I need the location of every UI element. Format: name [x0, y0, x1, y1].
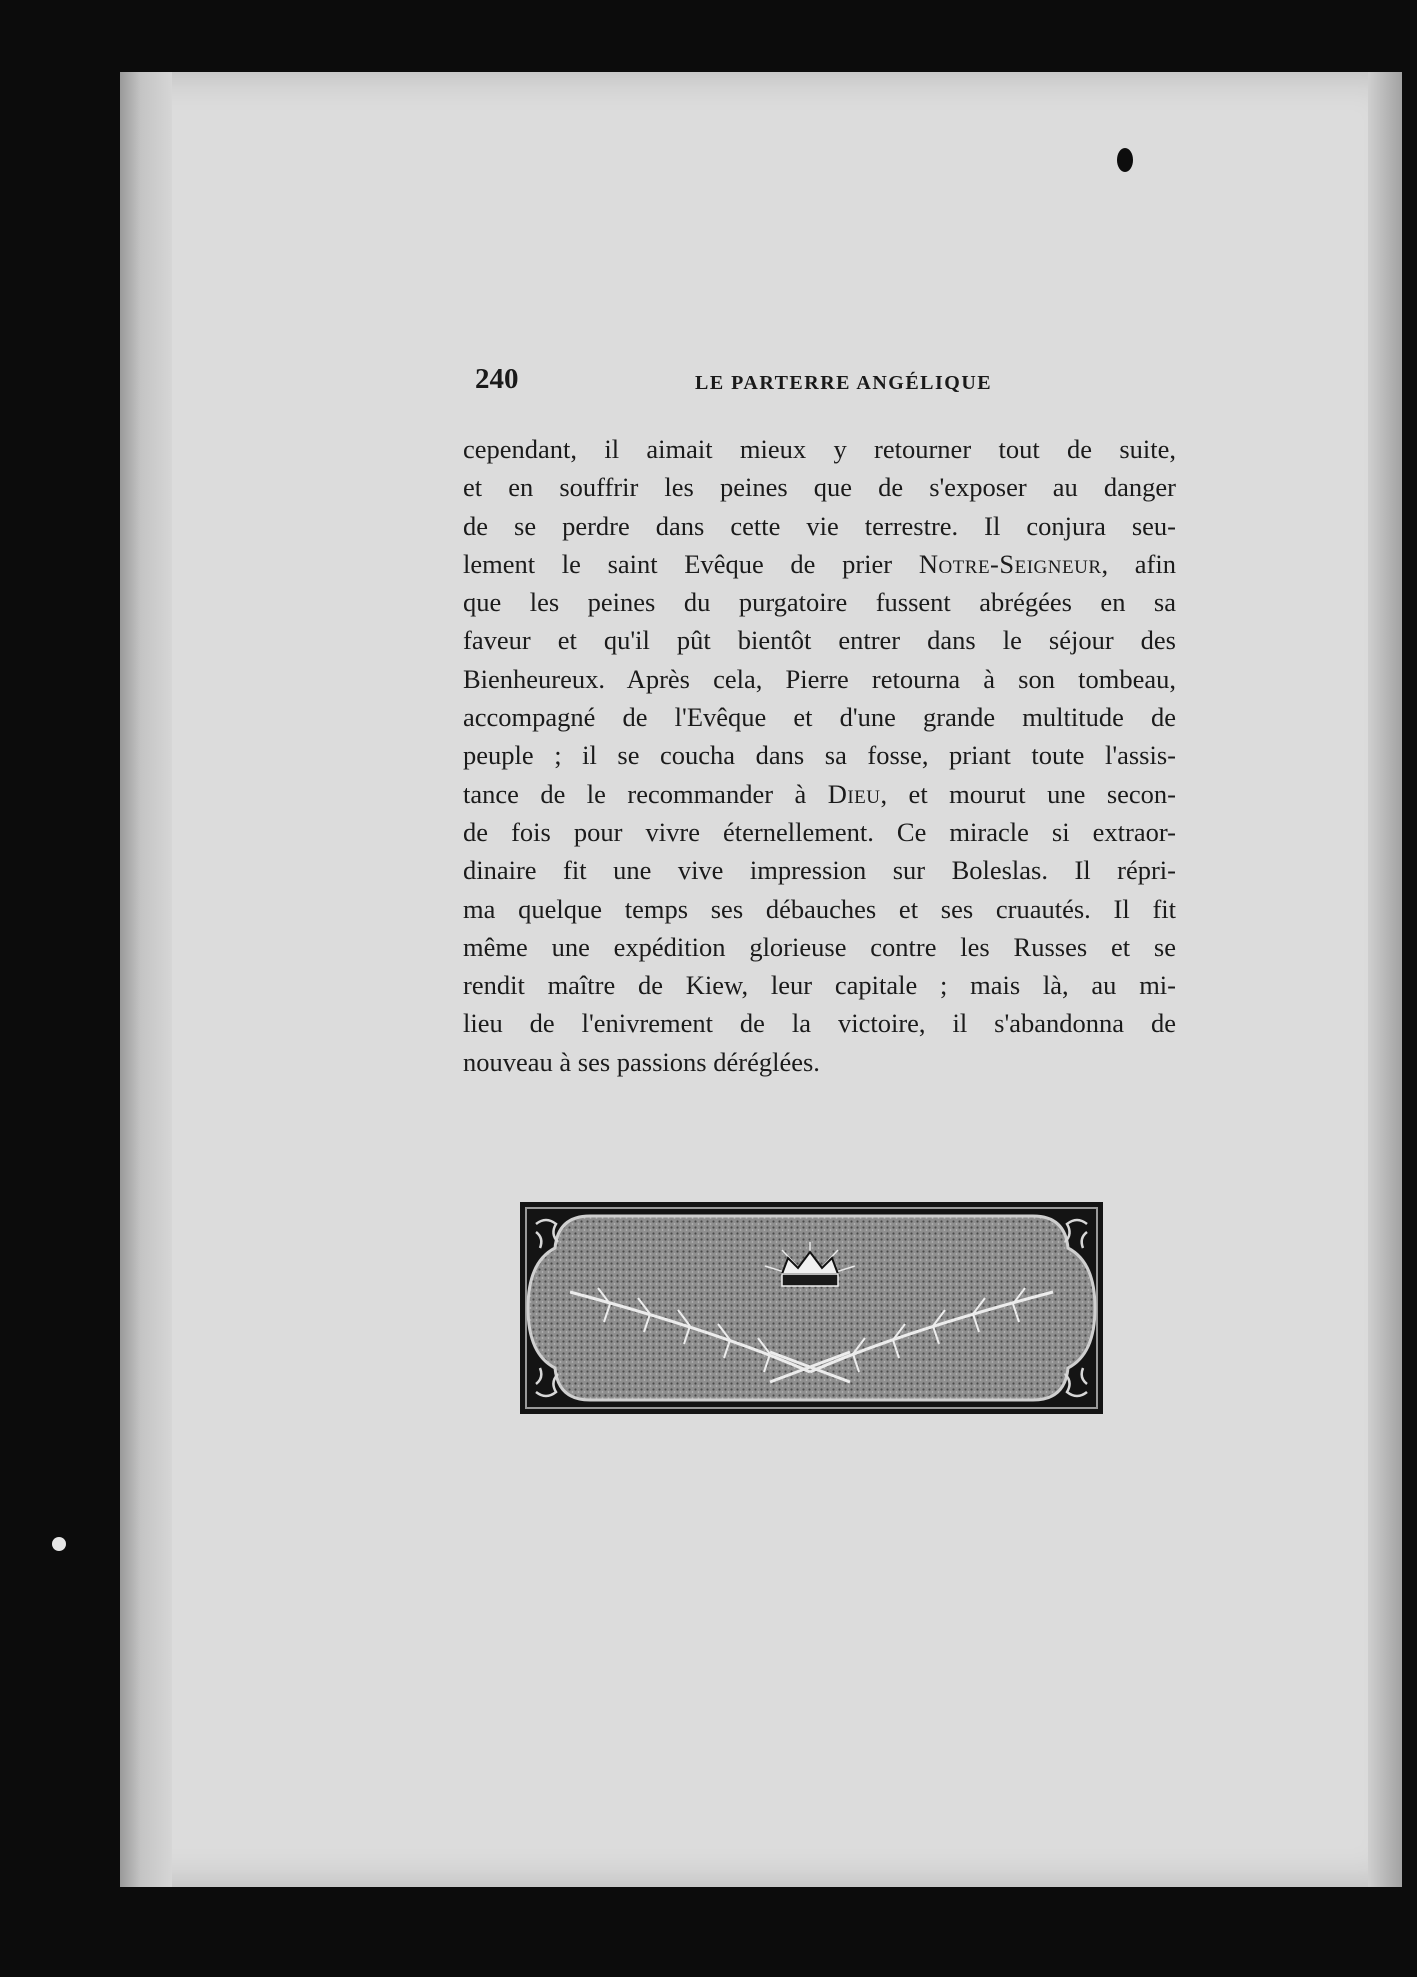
divine-name: Notre-Seigneur — [918, 548, 1102, 579]
text-line: même une expédition glorieuse contre les Russes et se — [463, 931, 1176, 962]
text-line: peuple ; il se coucha dans sa fosse, priant toute l'assis- — [463, 740, 1176, 771]
text-line: de fois pour vivre éternellement. Ce miracle si extraor- — [463, 816, 1176, 847]
text-line: et en souffrir les peines que de s'exposer au danger — [463, 472, 1176, 503]
text-line: ma quelque temps ses débauches et ses cruautés. Il fit — [463, 893, 1176, 924]
page-number: 240 — [475, 363, 519, 395]
running-title: LE PARTERRE ANGÉLIQUE — [695, 372, 993, 394]
decorative-vignette — [520, 1202, 1103, 1414]
text-line: lieu de l'enivrement de la victoire, il s'abandonna de — [463, 1008, 1176, 1039]
text-line: cependant, il aimait mieux y retourner tout de suite, — [463, 434, 1176, 464]
divine-name: Dieu — [827, 778, 881, 809]
text-line: rendit maître de Kiew, leur capitale ; mais là, au mi- — [463, 970, 1176, 1001]
text-line: de se perdre dans cette vie terrestre. Il conjura seu- — [463, 510, 1176, 541]
text-line: Bienheureux. Après cela, Pierre retourna à son tombeau, — [463, 663, 1176, 694]
text-fragment: , afin — [1101, 548, 1176, 579]
text-line — [463, 545, 1176, 583]
text-line: que les peines du purgatoire fussent abrégées en sa — [463, 587, 1176, 618]
text-line: dinaire fit une vive impression sur Boleslas. Il répri- — [463, 855, 1176, 886]
text-line: accompagné de l'Evêque et d'une grande multitude de — [463, 702, 1176, 733]
text-fragment: tance de le recommander à — [463, 778, 828, 809]
page-gutter-shadow — [120, 72, 172, 1887]
ink-blot — [1117, 148, 1133, 172]
page-right-edge — [1368, 72, 1402, 1887]
edge-speck — [52, 1537, 66, 1551]
text-line: nouveau à ses passions déréglées. — [463, 1046, 820, 1077]
body-text — [463, 430, 1176, 1081]
text-fragment: , et mourut une secon- — [880, 778, 1176, 809]
text-fragment: lement le saint Evêque de prier — [463, 548, 919, 579]
text-line — [463, 775, 1176, 813]
running-head — [475, 363, 1009, 403]
text-line: faveur et qu'il pût bientôt entrer dans le séjour des — [463, 625, 1176, 656]
